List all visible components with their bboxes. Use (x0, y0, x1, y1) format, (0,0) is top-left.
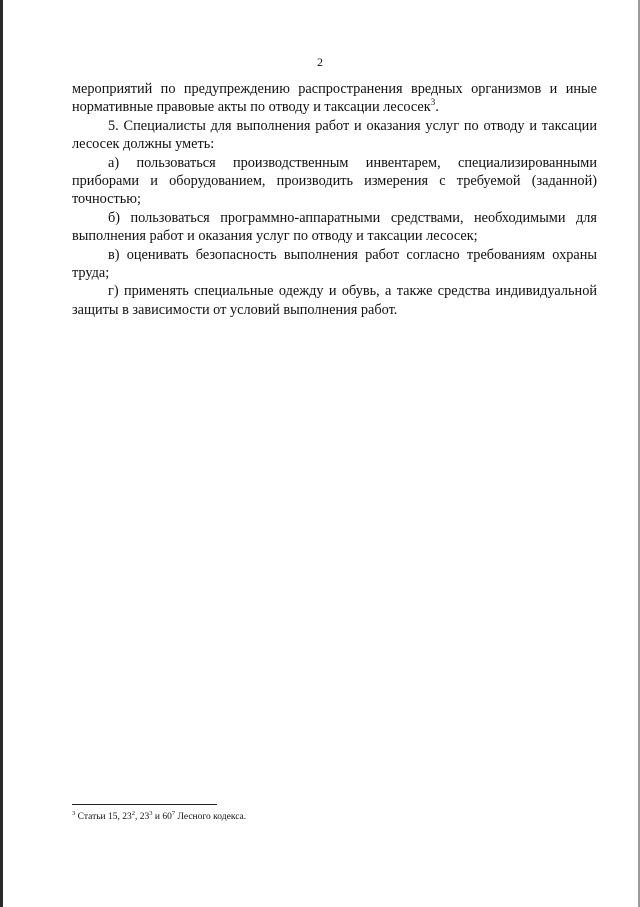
paragraph-subitem-a: а) пользоваться производственным инвентарем, специализированными приборами и оборудованием, производить измерения с требуемой (заданной) точностью; (72, 154, 597, 208)
page-number: 2 (317, 55, 323, 69)
paragraph-subitem-v: в) оценивать безопасность выполнения работ согласно требованиям охраны труда; (72, 246, 597, 282)
footnote-text-3: и 60 (152, 812, 172, 822)
paragraph-continuation (72, 80, 597, 117)
continuation-end: . (435, 99, 439, 116)
document-body (72, 80, 597, 319)
footnote (72, 811, 572, 823)
footnote-reference: 3 (430, 97, 436, 108)
paragraph-item-5: 5. Специалисты для выполнения работ и оказания услуг по отводу и таксации лесосек должны уметь: (72, 117, 597, 153)
paragraph-subitem-b: б) пользоваться программно-аппаратными средствами, необходимыми для выполнения работ и оказания услуг по отводу и таксации лесосек; (72, 209, 597, 245)
continuation-text: мероприятий по предупреждению распространения вредных организмов и иные нормативные правовые акты по отводу и таксации лесосек (72, 81, 597, 116)
footnote-separator (72, 804, 217, 805)
footnote-text-4: Лесного кодекса. (175, 812, 247, 822)
paragraph-subitem-g: г) применять специальные одежду и обувь, а также средства индивидуальной защиты в зависимости от условий выполнения работ. (72, 283, 597, 318)
footnote-sup-2: 3 (149, 809, 153, 817)
footnote-sup-1: 2 (131, 809, 136, 817)
footnote-marker: 3 (72, 809, 76, 817)
footnote-text-1: Статьи 15, 23 (75, 812, 132, 822)
footnote-sup-3: 7 (171, 809, 176, 817)
scan-left-edge (0, 0, 3, 907)
footnote-text-2: , 23 (135, 812, 150, 822)
